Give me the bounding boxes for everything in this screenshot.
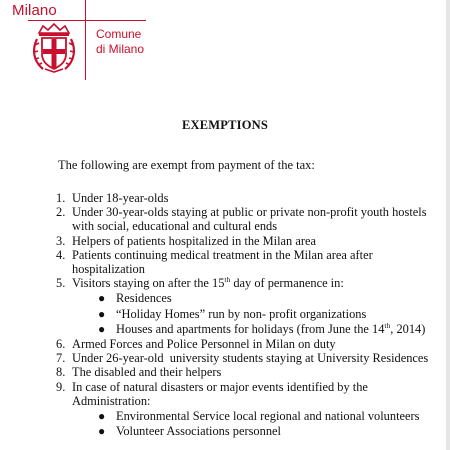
item-text: Under 26-year-old university students staying at University Residences — [72, 351, 429, 366]
item-text: Helpers of patients hospitalized in the Milan area — [72, 233, 316, 248]
sub-list-item — [98, 291, 438, 305]
list-item — [58, 248, 438, 276]
item-text: Patients continuing medical treatment in the Milan area after hospitalization — [72, 247, 373, 277]
ordinal-suffix: th — [224, 275, 231, 285]
sub-list-item — [98, 307, 438, 321]
logo-divider-vertical — [85, 0, 86, 80]
sub-item-text: “Holiday Homes” run by non- profit organizations — [116, 306, 367, 321]
item-text — [72, 276, 344, 290]
bullet-icon: ● — [98, 424, 106, 439]
bullet-icon: ● — [98, 321, 106, 336]
sub-item-text-before: Houses and apartments for holidays (from June the 14 — [116, 321, 385, 336]
item-number: 1. — [56, 191, 66, 205]
list-item — [58, 337, 438, 351]
item-text: The disabled and their helpers — [72, 365, 222, 380]
item-text-before: Visitors staying on after the 15 — [72, 276, 225, 291]
sub-list-item — [98, 409, 438, 423]
bullet-icon: ● — [98, 306, 106, 321]
sub-item-text-after: , 2014) — [390, 321, 426, 336]
brand-wordmark: Milano — [12, 2, 57, 19]
list-item — [58, 234, 438, 248]
item-number: 3. — [56, 233, 66, 248]
sub-item-text: Environmental Service local regional and national volunteers — [116, 409, 420, 424]
sub-list — [72, 291, 438, 336]
list-item — [58, 365, 438, 379]
item-text: Armed Forces and Police Personnel in Milan on duty — [72, 337, 336, 352]
item-number: 4. — [56, 247, 66, 262]
comune-label — [96, 27, 144, 57]
sub-list — [72, 409, 438, 438]
ordinal-suffix: th — [384, 320, 391, 330]
item-text: Under 30-year-olds staying at public or private non-profit youth hostels with social, educational and cultural ends — [72, 205, 427, 234]
item-number: 9. — [56, 379, 66, 394]
sub-item-text: Volunteer Associations personnel — [116, 424, 281, 439]
bullet-icon: ● — [98, 409, 106, 424]
list-item — [58, 191, 438, 205]
item-number: 5. — [56, 276, 66, 291]
list-item — [58, 276, 438, 336]
sub-item-text — [116, 322, 425, 336]
page-edge — [446, 0, 450, 450]
item-number: 8. — [56, 365, 66, 380]
crest-icon — [31, 23, 77, 73]
list-item — [58, 351, 438, 365]
exemptions-list — [58, 191, 438, 439]
comune-line-2: di Milano — [96, 42, 145, 56]
comune-line-1: Comune — [96, 27, 142, 41]
item-text: In case of natural disasters or major events identified by the Administration: — [72, 379, 368, 408]
list-item — [58, 205, 438, 233]
sub-list-item — [98, 424, 438, 438]
item-number: 2. — [56, 205, 66, 220]
intro-paragraph: The following are exempt from payment of the tax: — [58, 158, 315, 172]
item-number: 7. — [56, 351, 66, 366]
item-text: Under 18-year-olds — [72, 191, 169, 205]
logo-divider-horizontal — [28, 20, 146, 21]
sub-list-item — [98, 322, 438, 336]
item-text-after: day of permanence in: — [230, 276, 344, 291]
bullet-icon: ● — [98, 291, 106, 306]
document-title: EXEMPTIONS — [181, 118, 269, 132]
list-item — [58, 380, 438, 439]
sub-item-text: Residences — [116, 291, 172, 306]
item-number: 6. — [56, 337, 66, 352]
